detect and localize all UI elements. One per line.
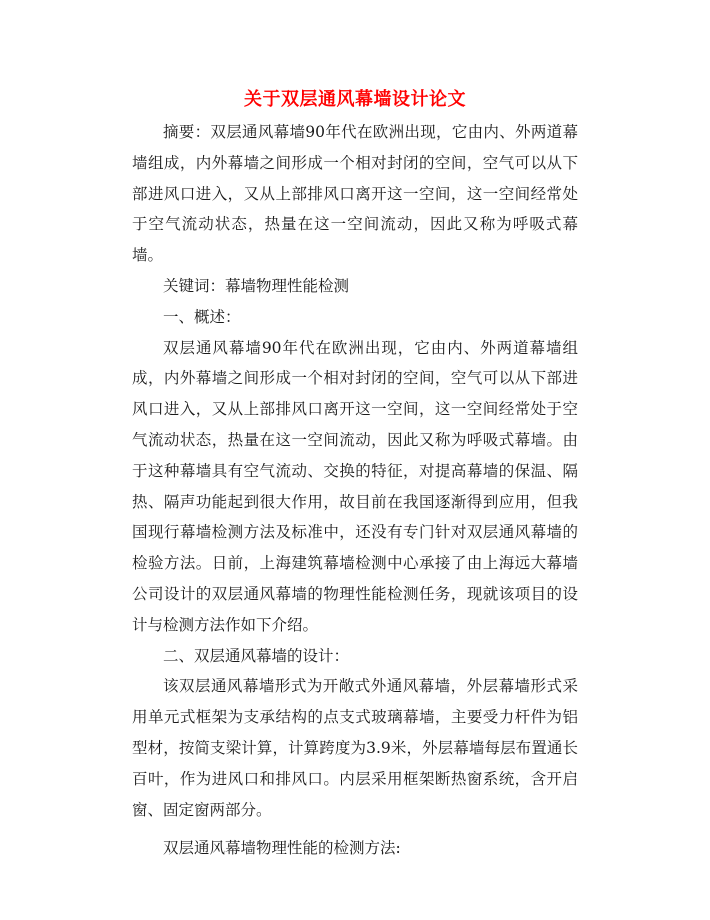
- section-heading-design: 二、双层通风幕墙的设计：: [163, 646, 350, 665]
- design-paragraph: 该双层通风幕墙形式为开敞式外通风幕墙，外层幕墙形式采用单元式框架为支承结构的点支式玻璃幕墙，主要受力杆件为铝型材，按简支梁计算，计算跨度为3.9米，外层幕墙每层布置通长百叶，作为进风口和排风口。内层采用框架断热窗系统，含开启窗、固定窗两部分。: [132, 677, 578, 819]
- abstract-paragraph: 摘要：双层通风幕墙90年代在欧洲出现，它由内、外两道幕墙组成，内外幕墙之间形成一个相对封闭的空间，空气可以从下部进风口进入，又从上部排风口离开这一空间，这一空间经常处于空气流动状态，热量在这一空间流动，因此又称为呼吸式幕墙。: [132, 123, 578, 265]
- document-body: [132, 117, 578, 864]
- section-heading-test-method: 双层通风幕墙物理性能的检测方法:: [163, 839, 401, 858]
- keywords-paragraph: 关键词：幕墙物理性能检测: [163, 276, 350, 295]
- overview-paragraph: 双层通风幕墙90年代在欧洲出现，它由内、外两道幕墙组成，内外幕墙之间形成一个相对封闭的空间，空气可以从下部进风口进入，又从上部排风口离开这一空间，这一空间经常处于空气流动状态，热量在这一空间流动，因此又称为呼吸式幕墙。由于这种幕墙具有空气流动、交换的特征，对提高幕墙的保温、隔热、隔声功能起到很大作用，故目前在我国逐渐得到应用，但我国现行幕墙检测方法及标准中，还没有专门针对双层通风幕墙的检验方法。日前，上海建筑幕墙检测中心承接了由上海远大幕墙公司设计的双层通风幕墙的物理性能检测任务，现就该项目的设计与检测方法作如下介绍。: [132, 338, 578, 634]
- document-title: 关于双层通风幕墙设计论文: [244, 89, 466, 110]
- section-heading-overview: 一、概述：: [163, 307, 241, 326]
